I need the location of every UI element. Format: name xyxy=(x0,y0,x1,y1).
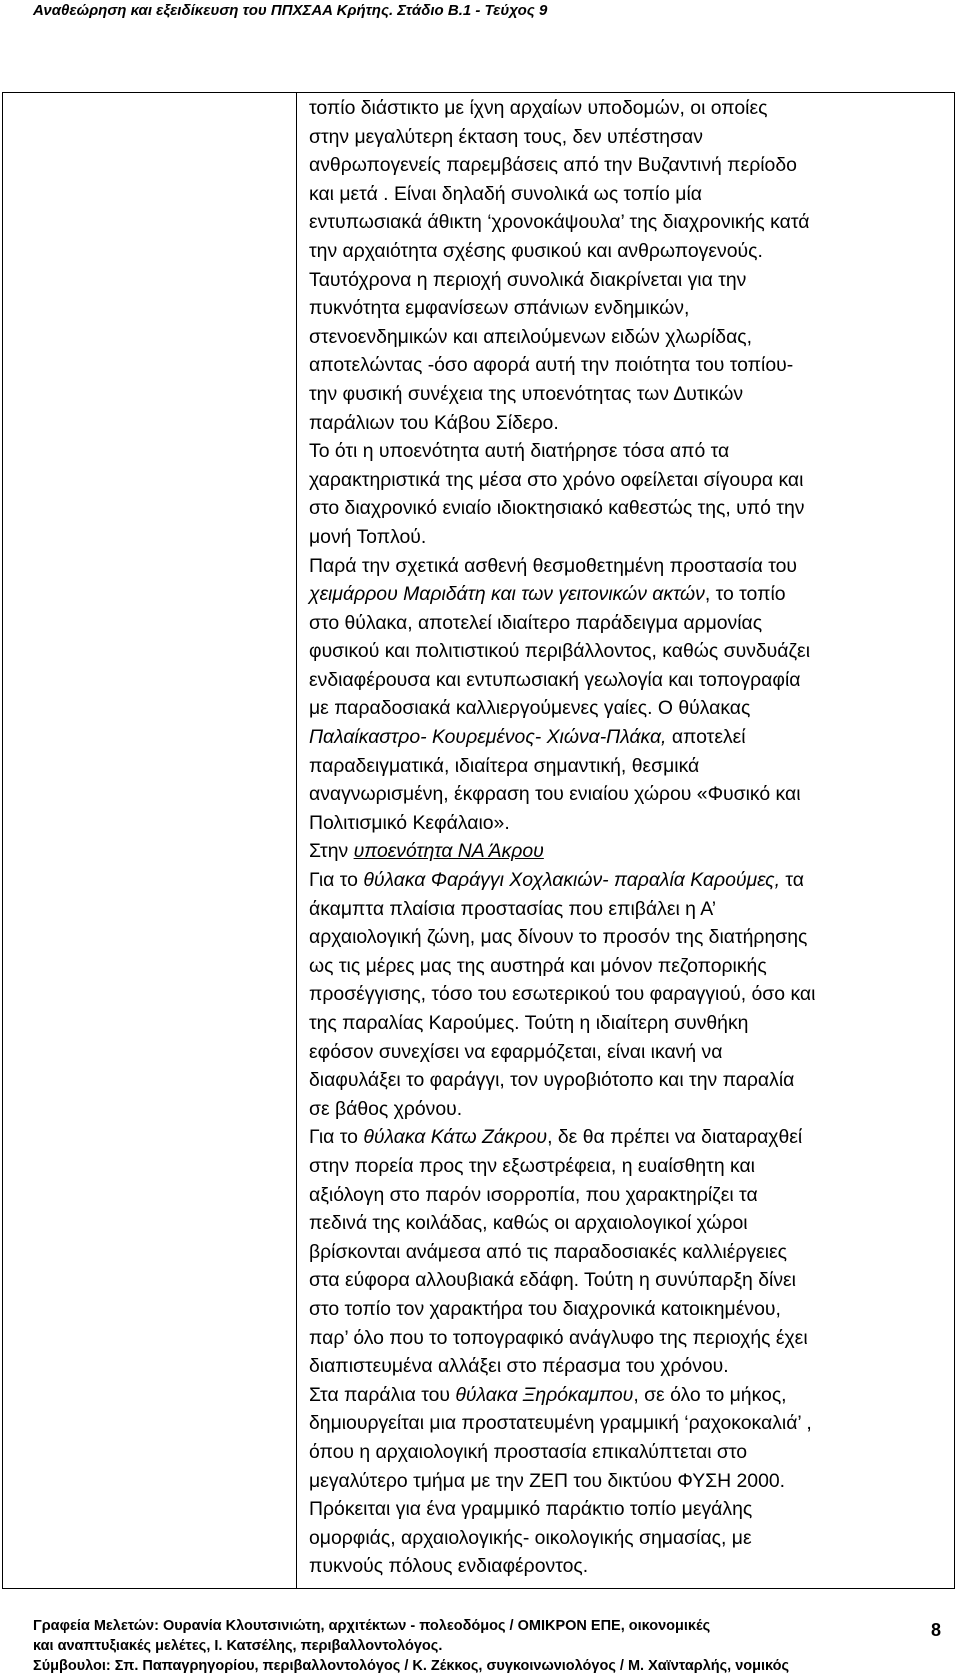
paragraph-7 xyxy=(309,1381,945,1581)
text-line: Το ότι η υποενότητα αυτή διατήρησε τόσα από τα xyxy=(309,440,730,463)
text-run: Για το xyxy=(309,1126,364,1149)
text-line: άκαμπτα πλαίσια προστασίας που επιβάλει η Α’ xyxy=(309,897,717,920)
paragraph-5 xyxy=(309,866,945,1123)
page-number: 8 xyxy=(931,1620,942,1640)
text-line: αποτελώντας -όσο αφορά αυτή την ποιότητα του τοπίου- xyxy=(309,354,794,377)
text-line: στην μεγαλύτερη έκταση τους, δεν υπέστησαν xyxy=(309,125,703,148)
text-line: εφόσον συνεχίσει να εφαρμόζεται, είναι ικανή να xyxy=(309,1040,723,1063)
text-line: αρχαιολογική ζώνη, μας δίνουν το προσόν της διατήρησης xyxy=(309,926,808,949)
text-line: ανθρωπογενείς παρεμβάσεις από την Βυζαντινή περίοδο xyxy=(309,154,797,177)
document-body xyxy=(309,94,945,1581)
text-line: στο διαχρονικό ενιαίο ιδιοκτησιακό καθεστώς της, υπό την xyxy=(309,497,805,520)
document-header: Αναθεώρηση και εξειδίκευση του ΠΠΧΣΑΑ Κρήτης. Στάδιο Β.1 - Τεύχος 9 xyxy=(33,2,548,19)
text-line: προσέγγισης, τόσο του εσωτερικού του φαραγγιού, όσο και xyxy=(309,983,816,1006)
text-line: στο τοπίο τον χαρακτήρα του διαχρονικά κατοικημένου, xyxy=(309,1297,781,1320)
text-run: Στην xyxy=(309,840,354,863)
footer-line: Γραφεία Μελετών: Ουρανία Κλουτσινιώτη, αρχιτέκτων - πολεοδόμος / ΟΜΙΚΡΟΝ ΕΠΕ, οικονομικές xyxy=(33,1618,711,1634)
text-line: την αρχαιότητα σχέσης φυσικού και ανθρωπογενούς. xyxy=(309,239,763,262)
text-line xyxy=(309,837,945,866)
text-run: Για το xyxy=(309,869,364,892)
text-line: στα εύφορα αλλουβιακά εδάφη. Τούτη η συνύπαρξη δίνει xyxy=(309,1269,796,1292)
text-line: αναγνωρισμένη, έκφραση του ενιαίου χώρου «Φυσικό και xyxy=(309,783,801,806)
text-line: την φυσική συνέχεια της υποενότητας των Δυτικών xyxy=(309,382,744,405)
text-line: στην πορεία προς την εξωστρέφεια, η ευαίσθητη και xyxy=(309,1154,755,1177)
text-line: ενδιαφέρουσα και εντυπωσιακή γεωλογία και τοπογραφία xyxy=(309,668,801,691)
text-line: Παρά την σχετικά ασθενή θεσμοθετημένη προστασία του xyxy=(309,554,797,577)
text-line: Πολιτισμικό Κεφάλαιο». xyxy=(309,811,510,834)
text-line: με παραδοσιακά καλλιεργούμενες γαίες. Ο θύλακας xyxy=(309,697,751,720)
text-run: αποτελεί xyxy=(666,726,746,749)
text-line: πεδινά της κοιλάδας, καθώς οι αρχαιολογικοί χώροι xyxy=(309,1212,748,1235)
text-line: πυκνούς πόλους ενδιαφέροντος. xyxy=(309,1555,589,1578)
text-line: φυσικού και πολιτιστικού περιβάλλοντος, καθώς συνδυάζει xyxy=(309,640,811,663)
subsection-heading: υποενότητα ΝΑ Άκρου xyxy=(353,840,544,863)
text-line: διαφυλάξει το φαράγγι, τον υγροβιότοπο και την παραλία xyxy=(309,1069,795,1092)
paragraph-2 xyxy=(309,437,945,551)
text-line: Πρόκειται για ένα γραμμικό παράκτιο τοπίο μεγάλης xyxy=(309,1498,753,1521)
text-run: , σε όλο το μήκος, xyxy=(633,1383,787,1406)
italic-phrase: Παλαίκαστρο- Κουρεμένος- Χιώνα-Πλάκα, xyxy=(309,726,667,749)
text-line: παρ’ όλο που το τοπογραφικό ανάγλυφο της περιοχής έχει xyxy=(309,1326,808,1349)
text-line: παράλιων του Κάβου Σίδερο. xyxy=(309,411,559,434)
text-line: χαρακτηριστικά της μέσα στο χρόνο οφείλεται σίγουρα και xyxy=(309,468,804,491)
text-line: ως τις μέρες μας της αυστηρά και μόνον πεζοπορικής xyxy=(309,954,767,977)
text-run: , δε θα πρέπει να διαταραχθεί xyxy=(547,1126,803,1149)
footer-line: Σύμβουλοι: Σπ. Παπαγρηγορίου, περιβαλλοντολόγος / Κ. Ζέκκος, συγκοινωνιολόγος / Μ. Χαϊνταρλής, νομικός xyxy=(33,1658,790,1674)
text-line xyxy=(309,1123,945,1152)
text-line: παραδειγματικά, ιδιαίτερα σημαντική, θεσμικά xyxy=(309,754,700,777)
text-line: και μετά . Είναι δηλαδή συνολικά ως τοπίο μία xyxy=(309,182,702,205)
footer-line: και αναπτυξιακές μελέτες, Ι. Κατσέλης, περιβαλλοντολόγος. xyxy=(33,1638,443,1654)
italic-phrase: θύλακα Ξηρόκαμπου xyxy=(455,1383,634,1406)
text-line: σε βάθος χρόνου. xyxy=(309,1097,463,1120)
text-line xyxy=(309,866,945,895)
text-run: τα xyxy=(779,869,804,892)
text-line xyxy=(309,723,945,752)
text-line: μεγαλύτερο τμήμα με την ΖΕΠ του δικτύου ΦΥΣΗ 2000. xyxy=(309,1469,786,1492)
text-run: Στα παράλια του xyxy=(309,1383,456,1406)
text-line xyxy=(309,580,945,609)
text-line: όπου η αρχαιολογική προστασία επικαλύπτεται στο xyxy=(309,1440,748,1463)
document-footer xyxy=(33,1616,789,1676)
text-line: δημιουργείται μια προστατευμένη γραμμική ‘ραχοκοκαλιά’ , xyxy=(309,1412,812,1435)
text-line: βρίσκονται ανάμεσα από τις παραδοσιακές καλλιέργειες xyxy=(309,1240,788,1263)
text-run: , το τοπίο xyxy=(704,583,786,606)
paragraph-6 xyxy=(309,1123,945,1380)
text-line: ομορφιάς, αρχαιολογικής- οικολογικής σημασίας, με xyxy=(309,1526,752,1549)
text-line: τοπίο διάστικτο με ίχνη αρχαίων υποδομών, οι οποίες xyxy=(309,97,768,119)
text-line: διαπιστευμένα αλλάξει στο πέρασμα του χρόνου. xyxy=(309,1355,729,1378)
text-line: εντυπωσιακά άθικτη ‘χρονοκάψουλα’ της διαχρονικής κατά xyxy=(309,211,810,234)
text-line: της παραλίας Καρούμες. Τούτη η ιδιαίτερη συνθήκη xyxy=(309,1012,749,1034)
italic-phrase: θύλακα Κάτω Ζάκρου xyxy=(363,1126,548,1149)
paragraph-1 xyxy=(309,94,945,437)
text-line: μονή Τοπλού. xyxy=(309,525,427,548)
column-divider xyxy=(296,92,297,1589)
paragraph-4 xyxy=(309,837,945,866)
text-line xyxy=(309,1381,945,1410)
text-line: πυκνότητα εμφανίσεων σπάνιων ενδημικών, xyxy=(309,297,690,320)
italic-phrase: χειμάρρου Μαριδάτη και των γειτονικών ακτών xyxy=(309,583,705,606)
text-line: στο θύλακα, αποτελεί ιδιαίτερο παράδειγμα αρμονίας xyxy=(309,611,763,634)
italic-phrase: θύλακα Φαράγγι Χοχλακιών- παραλία Καρούμες, xyxy=(363,869,780,892)
paragraph-3 xyxy=(309,552,945,838)
text-line: στενοενδημικών και απειλούμενων ειδών χλωρίδας, xyxy=(309,325,753,348)
text-line: αξιόλογη στο παρόν ισορροπία, που χαρακτηρίζει τα xyxy=(309,1183,758,1206)
text-line: Ταυτόχρονα η περιοχή συνολικά διακρίνεται για την xyxy=(309,268,747,291)
